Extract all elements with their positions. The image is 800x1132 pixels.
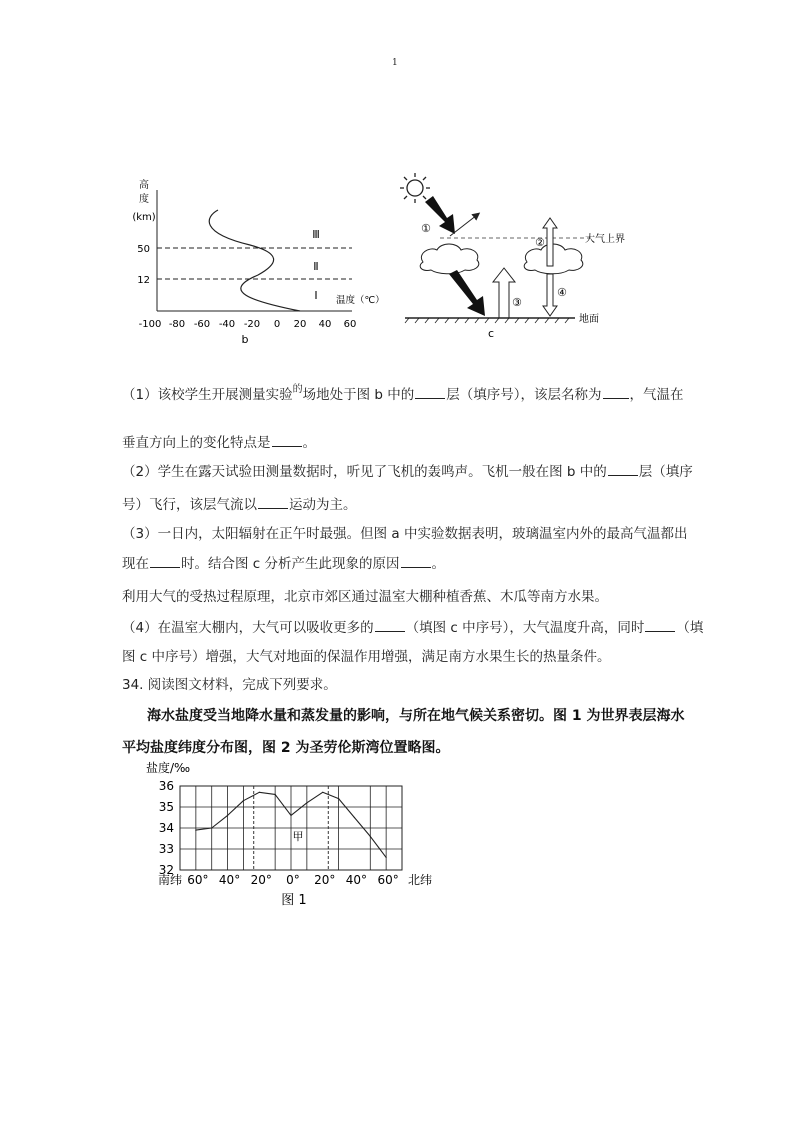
question-2-line-2 — [122, 494, 357, 515]
answer-blank[interactable] — [603, 384, 629, 399]
q1-end: 。 — [302, 435, 316, 451]
question-34-heading: 34. 阅读图文材料，完成下列要求。 — [122, 677, 337, 693]
fig-b-ytitle-1: 高 — [139, 180, 149, 191]
label-3: ③ — [512, 296, 522, 309]
fig1-x-tick-label: 40° — [218, 873, 241, 887]
point-label-jia: 甲 — [292, 830, 304, 843]
question-2-line-1 — [122, 461, 693, 482]
fig1-x-tick-label: 0° — [286, 873, 300, 887]
answer-blank[interactable] — [150, 553, 180, 568]
q2-text-b: 层（填序 — [638, 464, 693, 480]
fig-c-caption: c — [487, 327, 495, 340]
answer-blank[interactable] — [645, 617, 675, 632]
sun-icon — [400, 173, 430, 203]
cloud-left — [420, 244, 479, 274]
fig-b-ytick-12: 12 — [137, 275, 150, 286]
figure-c — [395, 170, 685, 345]
question-1-line-2 — [122, 432, 316, 453]
label-1: ① — [421, 222, 431, 235]
fig-b-xtick: 60 — [343, 319, 357, 330]
fig1-x-tick-label: 20° — [250, 873, 272, 887]
answer-blank[interactable] — [608, 461, 638, 476]
fig-b-xtick: -20 — [243, 319, 261, 330]
fig1-y-title: 盐度/‰ — [146, 761, 191, 775]
fig-b-x-title: 温度（℃） — [336, 295, 385, 306]
question-1-line-1 — [122, 384, 684, 407]
fig-b-ytitle-3: (km) — [132, 212, 156, 223]
figure-1-salinity-chart — [140, 758, 450, 910]
salinity-point — [275, 794, 276, 795]
fig1-x-tick-label: 60° — [187, 873, 209, 887]
q3-text-a: （3）一日内，太阳辐射在正午时最强。但图 a 中实验数据表明，玻璃温室内外的最高气温都出 — [122, 526, 688, 542]
answer-blank[interactable] — [375, 617, 405, 632]
material-line-2: 平均盐度纬度分布图，图 2 为圣劳伦斯湾位置略图。 — [122, 740, 450, 756]
fig-b-layer-3: Ⅲ — [312, 228, 320, 241]
answer-blank[interactable] — [401, 553, 431, 568]
label-atmosphere-top: 大气上界 — [585, 234, 625, 245]
answer-blank[interactable] — [272, 432, 302, 447]
question-3-line-2 — [122, 553, 445, 574]
salinity-point — [259, 792, 260, 793]
fig-b-xtick: -80 — [168, 319, 186, 330]
arrow-surface-radiation-in — [449, 270, 485, 316]
q2-line2-a: 号）飞行，该层气流以 — [122, 497, 257, 513]
fig1-y-tick-label: 32 — [158, 863, 174, 877]
figure-b — [130, 175, 385, 355]
q2-text-a: （2）学生在露天试验田测量数据时，听见了飞机的轰鸣声。飞机一般在图 b 中的 — [122, 464, 607, 480]
q1-text-d: ，气温在 — [629, 387, 684, 403]
fig-b-layer-2: Ⅱ — [313, 260, 319, 273]
salinity-point — [227, 815, 228, 816]
q4-text-c: （填 — [676, 620, 704, 636]
q1-text-b: 场地处于图 b 中的 — [302, 387, 415, 403]
q3-line2-b: 时。结合图 c 分析产生此现象的原因 — [181, 556, 400, 572]
fig-b-xtick: 20 — [293, 319, 307, 330]
fig-b-xtick: -60 — [193, 319, 211, 330]
fig1-y-tick-label: 36 — [158, 779, 174, 793]
fig1-x-left-label: 南纬 — [158, 873, 183, 887]
question-3-line-1 — [122, 524, 687, 544]
q1-line2-text: 垂直方向上的变化特点是 — [122, 435, 271, 451]
fig1-x-tick-label: 20° — [314, 873, 336, 887]
material-line-1: 海水盐度受当地降水量和蒸发量的影响，与所在地气候关系密切。图 1 为世界表层海水 — [147, 708, 685, 724]
page-number: 1 — [392, 58, 398, 68]
salinity-point — [370, 836, 371, 837]
fig-b-xtick: -40 — [218, 319, 236, 330]
question-4-line-2: 图 c 中序号）增强，大气对地面的保温作用增强，满足南方水果生长的热量条件。 — [122, 649, 611, 665]
fig-b-temperature-curve — [209, 210, 300, 311]
fig-b-ytitle-2: 度 — [139, 194, 149, 205]
intro-line: 利用大气的受热过程原理，北京市郊区通过温室大棚种植香蕉、木瓜等南方水果。 — [122, 589, 608, 605]
fig1-x-tick-label: 40° — [345, 873, 368, 887]
salinity-point — [306, 802, 307, 803]
salinity-point — [322, 792, 323, 793]
q1-small-char: 的 — [292, 384, 303, 395]
q1-text-c: 层（填序号），该层名称为 — [446, 387, 602, 403]
question-4-line-1 — [122, 617, 703, 638]
fig-b-xtick: 40 — [318, 319, 332, 330]
fig-b-ytick-50: 50 — [137, 244, 150, 255]
arrow-ground-radiation — [493, 268, 515, 318]
q2-line2-b: 运动为主。 — [289, 497, 357, 513]
fig1-x-right-label: 北纬 — [408, 873, 433, 887]
fig-b-caption: b — [241, 333, 249, 346]
q3-line2-c: 。 — [431, 556, 446, 572]
q4-text-b: （填图 c 中序号），大气温度升高，同时 — [405, 620, 645, 636]
salinity-point — [338, 798, 339, 799]
answer-blank[interactable] — [258, 494, 288, 509]
cloud-right — [524, 244, 583, 274]
label-2: ② — [535, 236, 545, 249]
fig-b-xtick: -100 — [138, 319, 162, 330]
salinity-point — [354, 817, 355, 818]
fig1-x-tick-label: 60° — [377, 873, 399, 887]
answer-blank[interactable] — [415, 384, 445, 399]
salinity-point — [195, 830, 196, 831]
fig-b-layer-1: Ⅰ — [314, 289, 318, 302]
q4-text-a: （4）在温室大棚内，大气可以吸收更多的 — [122, 620, 374, 636]
salinity-point — [211, 827, 212, 828]
fig1-y-tick-label: 33 — [158, 842, 174, 856]
label-ground: 地面 — [579, 314, 599, 325]
q1-text-a: （1）该校学生开展测量实验 — [122, 387, 293, 403]
fig1-caption: 图 1 — [281, 893, 307, 908]
fig1-y-tick-label: 34 — [158, 821, 174, 835]
fig1-y-tick-label: 35 — [158, 800, 174, 814]
fig-b-xtick: 0 — [273, 319, 281, 330]
salinity-point — [290, 815, 291, 816]
label-4: ④ — [557, 286, 567, 299]
q3-line2-a: 现在 — [122, 556, 149, 572]
salinity-point — [386, 857, 387, 858]
salinity-point — [243, 800, 244, 801]
arrow-atmospheric-counter-radiation — [543, 274, 557, 316]
